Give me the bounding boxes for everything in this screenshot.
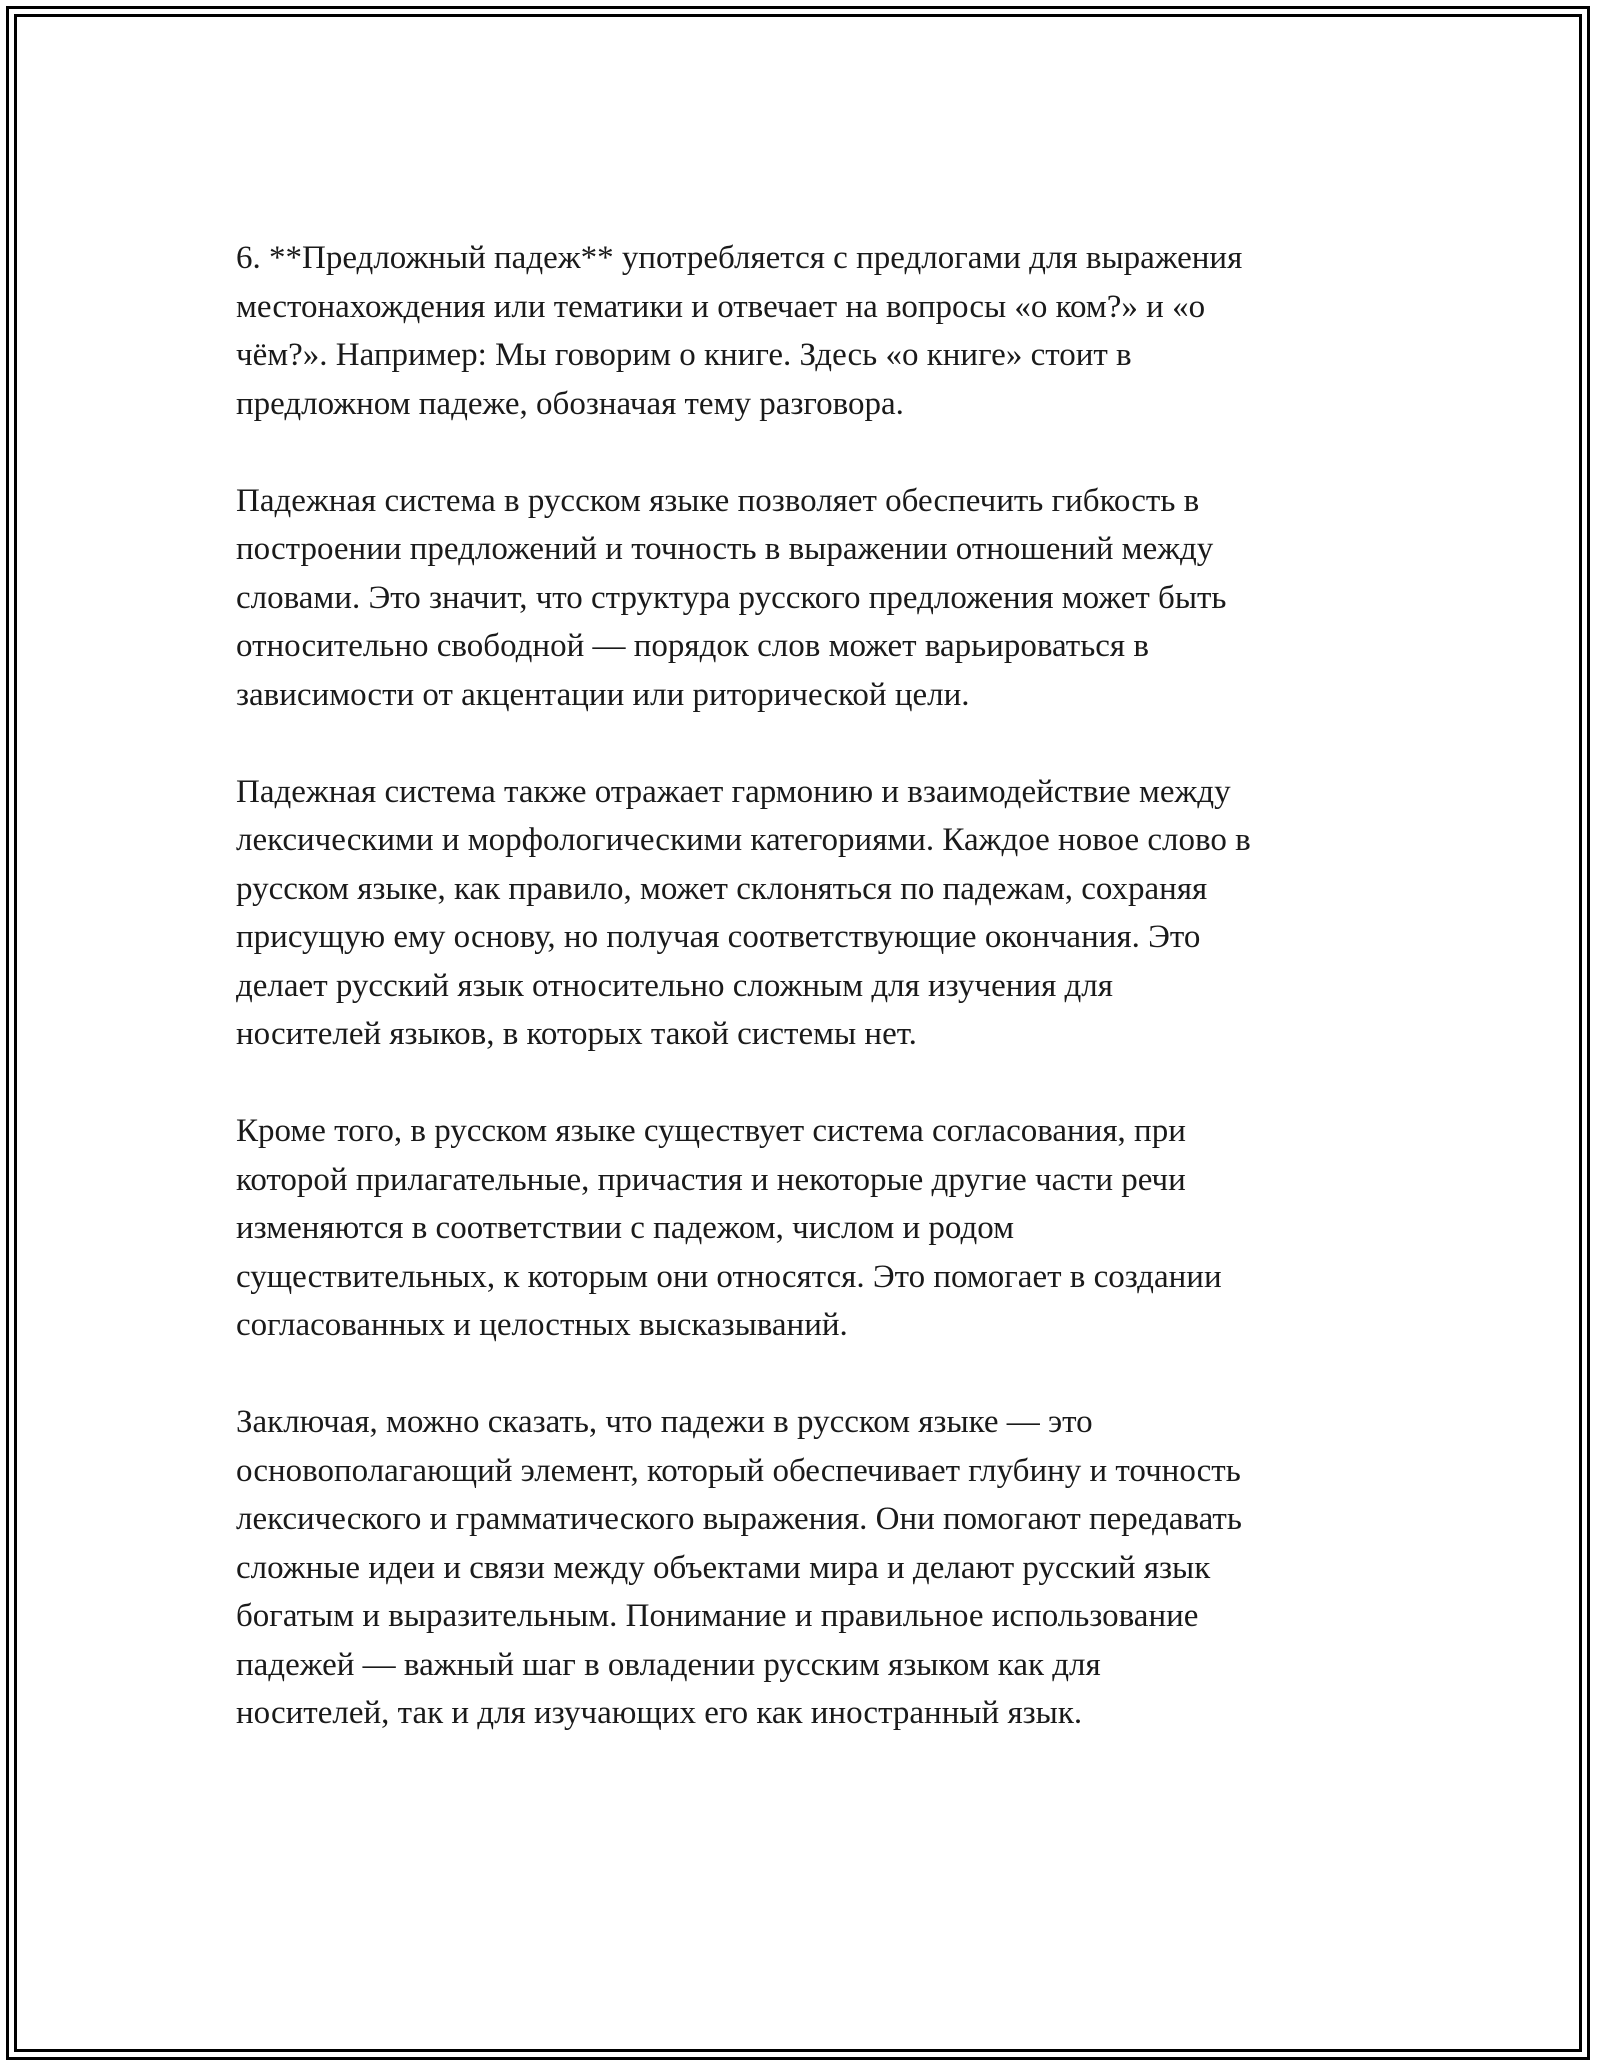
- document-body: [236, 234, 1376, 1738]
- paragraph-conclusion: Заключая, можно сказать, что падежи в русском языке — это основополагающий элемент, который обеспечивает глубину и точность лексического и грамматического выражения. Они помогают передавать сложные идеи и связи между объектами мира и делают русский язык богатым и выразительным. Понимание и правильное использование падежей — важный шаг в овладении русским языком как для носителей, так и для изучающих его как иностранный язык.: [236, 1404, 1242, 1731]
- paragraph-case-system-harmony: Падежная система также отражает гармонию и взаимодействие между лексическими и морфологическими категориями. Каждое новое слово в русском языке, как правило, может склоняться по падежам, сохраняя присущую ему основу, но получая соответствующие окончания. Это делает русский язык относительно сложным для изучения для носителей языков, в которых такой системы нет.: [236, 773, 1251, 1052]
- paragraph-prepositional-case: 6. **Предложный падеж** употребляется с предлогами для выражения местонахождения или тематики и отвечает на вопросы «о ком?» и «о чём?». Например: Мы говорим о книге. Здесь «о книге» стоит в предложном падеже, обозначая тему разговора.: [236, 240, 1243, 422]
- paragraph-case-system-flexibility: Падежная система в русском языке позволяет обеспечить гибкость в построении предложений и точность в выражении отношений между словами. Это значит, что структура русского предложения может быть относительно свободной — порядок слов может варьироваться в зависимости от акцентации или риторической цели.: [236, 482, 1227, 713]
- paragraph-agreement-system: Кроме того, в русском языке существует система согласования, при которой прилагательные, причастия и некоторые другие части речи изменяются в соответствии с падежом, числом и родом существительных, к которым они относятся. Это помогает в создании согласованных и целостных высказываний.: [236, 1113, 1222, 1343]
